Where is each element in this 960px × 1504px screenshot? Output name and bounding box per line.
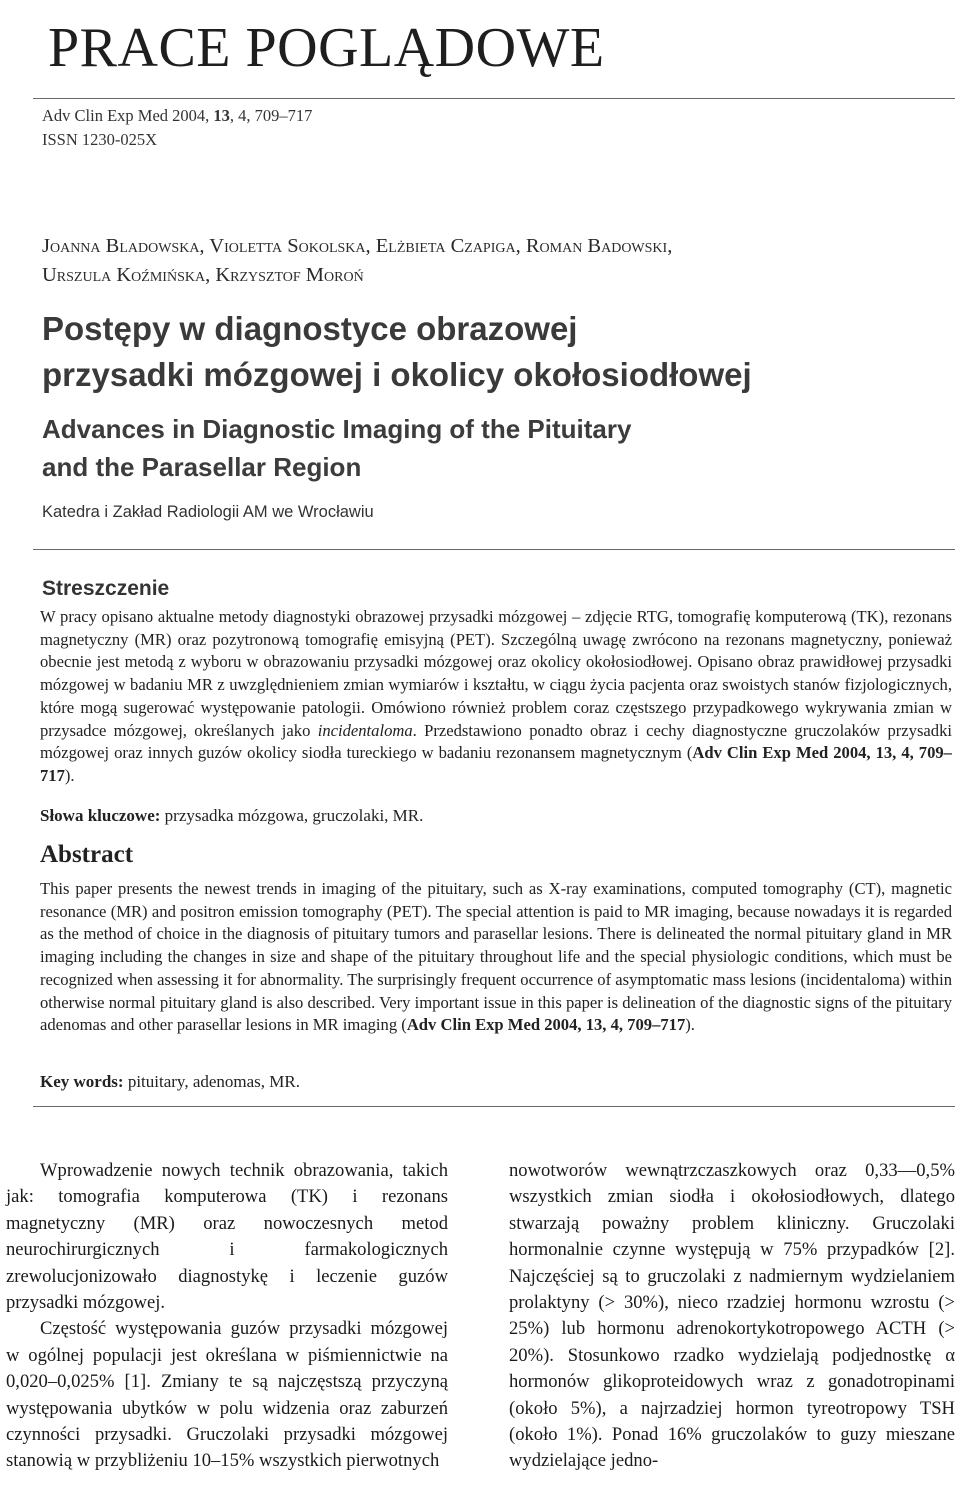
abstract-citation: Adv Clin Exp Med 2004, 13, 4, 709–717 bbox=[406, 1015, 686, 1035]
streszczenie-closing: ). bbox=[64, 765, 75, 785]
journal-citation-prefix: Adv Clin Exp Med 2004, bbox=[42, 106, 214, 125]
article-title-english bbox=[42, 410, 942, 486]
keywords-en-values: pituitary, adenomas, MR. bbox=[123, 1072, 301, 1091]
title-rule bbox=[33, 549, 955, 550]
streszczenie-heading: Streszczenie bbox=[42, 577, 170, 600]
affiliation: Katedra i Zakład Radiologii AM we Wrocławiu bbox=[42, 503, 374, 521]
journal-volume: 13 bbox=[213, 106, 230, 125]
journal-citation-suffix: , 4, 709–717 bbox=[229, 106, 313, 125]
keywords-pl-label: Słowa kluczowe: bbox=[40, 806, 161, 825]
keywords-en bbox=[40, 1072, 300, 1092]
streszczenie-citation: Adv Clin Exp Med 2004, 13, 4, 709–717 bbox=[40, 743, 952, 785]
keywords-pl bbox=[40, 806, 423, 826]
abstract-text bbox=[40, 878, 952, 1037]
header-rule bbox=[33, 98, 955, 99]
streszczenie-text bbox=[40, 606, 952, 788]
article-title-polish bbox=[42, 306, 942, 398]
streszczenie-body-cont: . Przedstawiono ponadto obraz i cechy diagnostyczne gruczolaków przysadki mózgowej oraz innych guzów okolicy siodła tureckiego w badaniu rezonansem magnetycznym ( bbox=[40, 720, 952, 763]
body-paragraph: Wprowadzenie nowych technik obrazowania, takich jak: tomografia komputerowa (TK) i rezonans magnetyczny (MR) oraz nowoczesnych metod neurochirurgicznych i farmakologicznych zrewolucjonizowało diagnostykę i leczenie guzów przysadki mózgowej. bbox=[6, 1160, 448, 1314]
journal-issn: ISSN 1230-025X bbox=[42, 130, 158, 149]
journal-citation bbox=[42, 104, 312, 128]
title-pl-line-1: Postępy w diagnostyce obrazowej bbox=[42, 310, 578, 347]
body-column-left bbox=[6, 1158, 448, 1475]
author-line-1: Joanna Bladowska, Violetta Sokolska, Elżbieta Czapiga, Roman Badowski, bbox=[42, 235, 673, 257]
author-line-2: Urszula Koźmińska, Krzysztof Moroń bbox=[42, 264, 364, 286]
body-paragraph: nowotworów wewnątrzczaszkowych oraz 0,33––0,5% wszystkich zmian siodła i okołosiodłowych, dlatego stwarzają poważny problem kliniczny. Gruczolaki hormonalnie czynne występują w 75% przypadków [2]. Najczęściej są to gruczolaki z nadmiernym wydzielaniem prolaktyny (> 30%), nieco rzadziej hormonu wzrostu (> 25%) lub hormonu adrenokortykotropowego ACTH (> 20%). Stosunkowo rzadko wydzielają podjednostkę α hormonów glikoproteidowych wraz z gonadotropinami (około 5%), a najrzadziej hormon tyreotropowy TSH (około 1%). Ponad 16% gruczolaków to guzy mieszane wydzielające jedno- bbox=[509, 1160, 955, 1472]
journal-info bbox=[42, 104, 312, 152]
title-en-line-2: and the Parasellar Region bbox=[42, 452, 362, 482]
body-paragraph: Częstość występowania guzów przysadki mózgowej w ogólnej populacji jest określana w piśmiennictwie na 0,020–0,025% [1]. Zmiany te są najczęstszą przyczyną występowania ubytków w polu widzenia oraz zaburzeń czynności przysadki. Gruczolaki przysadki mózgowej stanowią w przybliżeniu 10–15% wszystkich pierwotnych bbox=[6, 1318, 448, 1472]
abstract-body: This paper presents the newest trends in imaging of the pituitary, such as X-ray examinations, computed tomography (CT), magnetic resonance (MR) and positron emission tomography (PET). The special attention is paid to MR imaging, because nowadays it is regarded as the method of choice in the diagnosis of pituitary tumors and parasellar lesions. There is delineated the normal pituitary gland in MR imaging including the changes in size and shape of the pituitary throughout life and the special physiologic conditions, which must be recognized when assessing it for abnormality. The surprisingly frequent occurrence of asymptomatic mass lesions (incidentaloma) within otherwise normal pituitary gland is also described. Very important issue in this paper is delineation of the diagnostic signs of the pituitary adenomas and other parasellar lesions in MR imaging ( bbox=[40, 879, 952, 1035]
abstract-closing: ). bbox=[685, 1015, 695, 1035]
streszczenie-italic-term: incidentaloma bbox=[317, 720, 413, 740]
title-pl-line-2: przysadki mózgowej i okolicy okołosiodłowej bbox=[42, 356, 752, 393]
title-en-line-1: Advances in Diagnostic Imaging of the Pituitary bbox=[42, 414, 632, 444]
keywords-en-label: Key words: bbox=[40, 1072, 124, 1091]
author-list bbox=[42, 232, 942, 290]
body-column-right bbox=[509, 1158, 955, 1475]
section-title: PRACE POGLĄDOWE bbox=[48, 17, 605, 79]
abstract-heading: Abstract bbox=[40, 841, 134, 868]
streszczenie-body: W pracy opisano aktualne metody diagnostyki obrazowej przysadki mózgowej – zdjęcie RTG, tomografię komputerową (TK), rezonans magnetyczny (MR) oraz pozytronową tomografię emisyjną (PET). Szczególną uwagę zwrócono na rezonans magnetyczny, ponieważ obecnie jest metodą z wyboru w obrazowaniu przysadki mózgowej oraz okolicy okołosiodłowej. Opisano obraz prawidłowej przysadki mózgowej w badaniu MR z uwzględnieniem zmian wymiarów i kształtu, w ciągu życia pacjenta oraz swoistych stanów fizjologicznych, które mogą sugerować występowanie patologii. Omówiono również problem coraz częstszego przypadkowego wykrywania zmian w przysadce mózgowej, określanych jako bbox=[40, 607, 952, 740]
keywords-pl-values: przysadka mózgowa, gruczolaki, MR. bbox=[160, 806, 424, 825]
abstract-rule bbox=[33, 1106, 955, 1107]
